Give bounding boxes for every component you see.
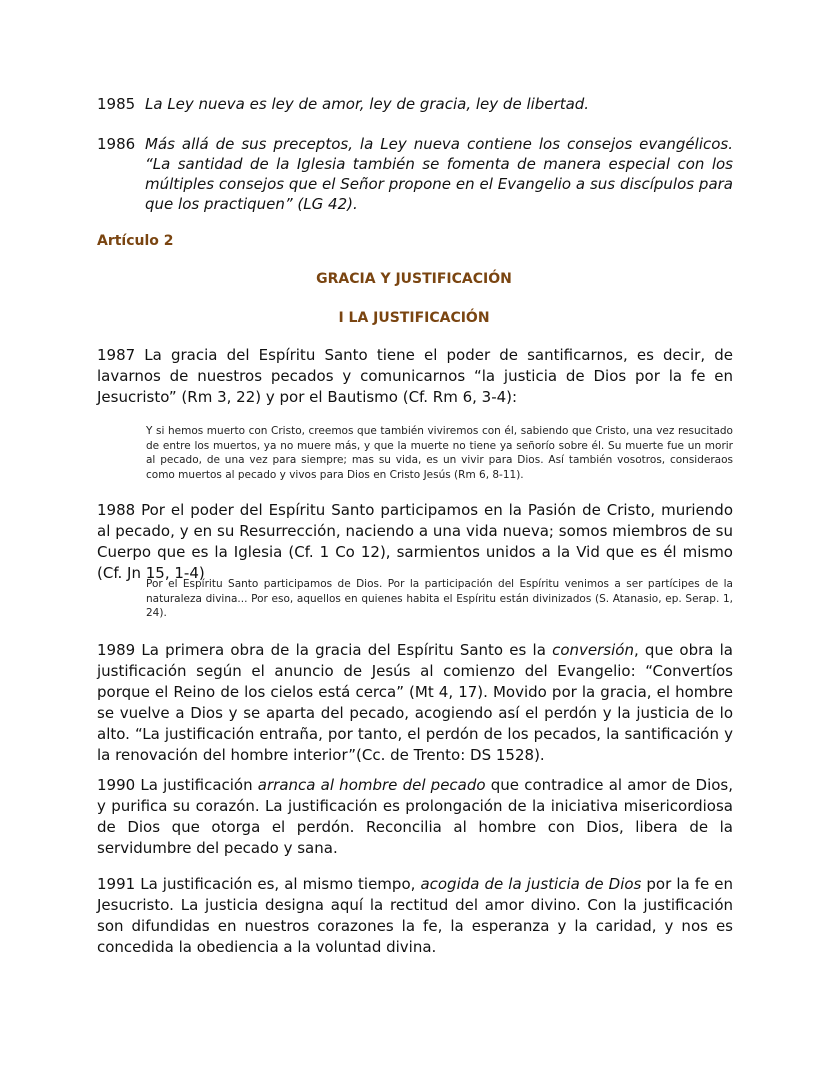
paragraph-text: La Ley nueva es ley de amor, ley de gracia, ley de libertad.: [145, 95, 590, 113]
paragraph-1987: 1987 La gracia del Espíritu Santo tiene el poder de santificarnos, es decir, de lavarnos de nuestros pecados y comunicarnos “la justicia de Dios por la fe en Jesucristo” (Rm 3, 22) y por el Bautismo (Cf. Rm 6, 3-4):: [97, 346, 733, 406]
paragraph-text: 1991 La justificación es, al mismo tiempo,: [97, 875, 421, 893]
paragraph-number: 1986: [97, 135, 136, 153]
paragraph-text: 1990 La justificación: [97, 776, 258, 794]
paragraph-1985: [97, 94, 733, 114]
block-quote-atanasio: Por el Espíritu Santo participamos de Dios. Por la participación del Espíritu venimos a ser partícipes de la naturaleza divina... Por eso, aquellos en quienes habita el Espíritu están divinizados (S. Atanasio, ep. Serap. 1, 24).: [146, 578, 733, 619]
paragraph-1988: 1988 Por el poder del Espíritu Santo participamos en la Pasión de Cristo, muriendo al pecado, y en su Resurrección, naciendo a una vida nueva; somos miembros de su Cuerpo que es la Iglesia (Cf. 1 Co 12), sarmientos unidos a la Vid que es él mismo (Cf. Jn 15, 1-4): [97, 501, 733, 582]
paragraph-number: 1985: [97, 95, 136, 113]
block-quote-romans: Y si hemos muerto con Cristo, creemos que también viviremos con él, sabiendo que Cristo, una vez resucitado de entre los muertos, ya no muere más, y que la muerte no tiene ya señorío sobre él. Su muerte fue un morir al pecado, de una vez para siempre; mas su vida, es un vivir para Dios. Así también vosotros, consideraos como muertos al pecado y vivos para Dios en Cristo Jesús (Rm 6, 8-11).: [146, 425, 733, 481]
paragraph-text: Más allá de sus preceptos, la Ley nueva contiene los consejos evangélicos. “La santidad de la Iglesia también se fomenta de manera especial con los múltiples consejos que el Señor propone en el Evangelio a sus discípulos para que los practiquen” (LG 42).: [145, 135, 733, 213]
paragraph-text: que contradice al amor de Dios, y purifica su corazón. La justificación es prolongación de la iniciativa misericordiosa de Dios que otorga el perdón. Reconcilia al hombre con Dios, libera de la servidumbre del pecado y sana.: [97, 776, 733, 857]
paragraph-text: , que obra la justificación según el anuncio de Jesús al comienzo del Evangelio: “Convertíos porque el Reino de los cielos está cerca” (Mt 4, 17). Movido por la gracia, el hombre se vuelve a Dios y se aparta del pecado, acogiendo así el perdón y la justicia de lo alto. “La justificación entraña, por tanto, el perdón de los pecados, la santificación y la renovación del hombre interior”(Cc. de Trento: DS 1528).: [97, 641, 733, 764]
subsection-title: I LA JUSTIFICACIÓN: [338, 310, 490, 326]
paragraph-text: 1989 La primera obra de la gracia del Espíritu Santo es la: [97, 641, 553, 659]
article-label: Artículo 2: [97, 233, 174, 249]
paragraph-1989: [97, 640, 733, 766]
paragraph-1990: [97, 775, 733, 859]
emphasis-text: acogida de la justicia de Dios: [420, 875, 642, 893]
paragraph-1991: [97, 874, 733, 958]
paragraph-1986: [97, 134, 733, 214]
paragraph-text: por la fe en Jesucristo. La justicia designa aquí la rectitud del amor divino. Con la justificación son difundidas en nuestros corazones la fe, la esperanza y la caridad, y nos es concedida la obediencia a la voluntad divina.: [97, 875, 733, 956]
section-title: GRACIA Y JUSTIFICACIÓN: [316, 271, 512, 287]
emphasis-text: arranca al hombre del pecado: [257, 776, 486, 794]
emphasis-text: conversión: [552, 641, 634, 659]
